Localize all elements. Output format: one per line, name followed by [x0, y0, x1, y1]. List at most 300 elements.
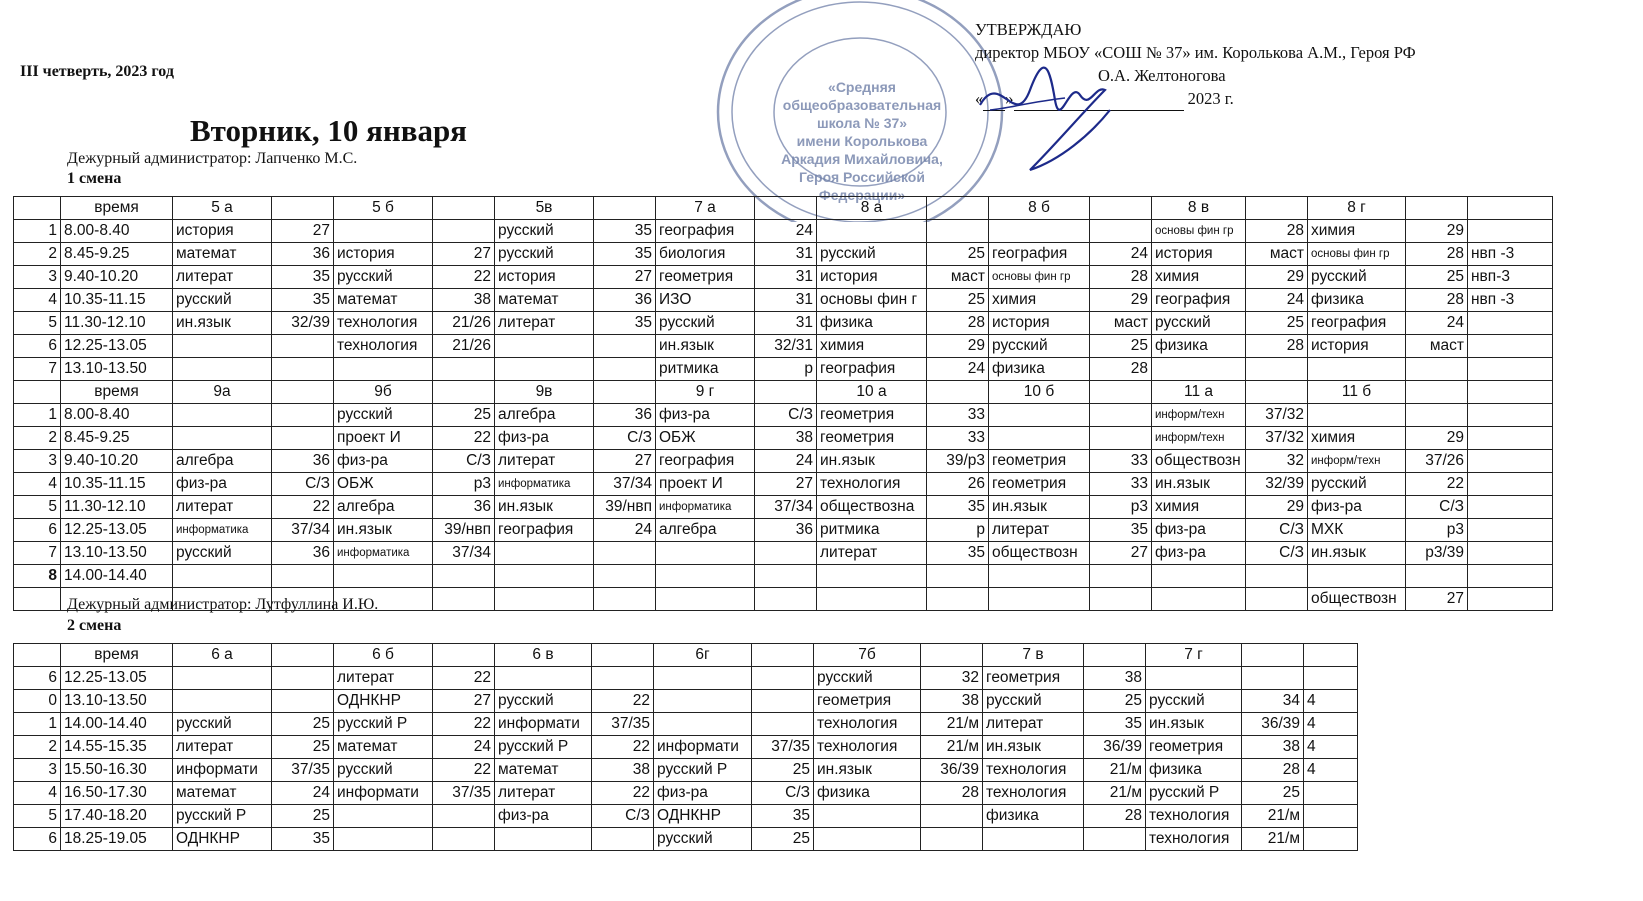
room-cell — [433, 828, 495, 851]
shift2-timetable — [13, 643, 1358, 851]
class-header: 8 б — [989, 197, 1090, 220]
subject-cell: география — [1152, 289, 1246, 312]
subject-cell — [1152, 588, 1246, 611]
subject-cell: технология — [1146, 828, 1242, 851]
room-cell: 35 — [594, 243, 656, 266]
subject-cell — [656, 588, 755, 611]
subject-cell: ин.язык — [656, 335, 755, 358]
room-cell: 22 — [592, 782, 654, 805]
room-cell: 28 — [1406, 289, 1468, 312]
subject-cell — [173, 335, 272, 358]
class-header: 5в — [495, 197, 594, 220]
subject-cell — [1468, 496, 1553, 519]
subject-cell: русский — [1308, 473, 1406, 496]
subject-cell: физ-ра — [334, 450, 433, 473]
subject-cell — [1308, 565, 1406, 588]
room-cell — [927, 220, 989, 243]
room-cell: С/З — [752, 782, 814, 805]
subject-cell: география — [817, 358, 927, 381]
lesson-row — [14, 542, 1553, 565]
room-cell — [594, 335, 656, 358]
subject-cell: физ-ра — [495, 427, 594, 450]
subject-cell: информати — [495, 713, 592, 736]
subject-cell: технология — [334, 335, 433, 358]
room-cell: 35 — [1090, 519, 1152, 542]
room-cell: 26 — [927, 473, 989, 496]
room-cell — [433, 358, 495, 381]
subject-cell: нвп -3 — [1468, 243, 1553, 266]
room-cell: 21/м — [1242, 828, 1304, 851]
room-cell: 22 — [433, 759, 495, 782]
room-cell: 27 — [433, 243, 495, 266]
stamp-line-3: школа № 37» — [816, 115, 908, 131]
lesson-time: 12.25-13.05 — [61, 667, 173, 690]
class-header: 5 б — [334, 197, 433, 220]
lesson-row — [14, 220, 1553, 243]
room-cell: 25 — [927, 243, 989, 266]
room-cell: 36 — [272, 450, 334, 473]
room-cell: р3 — [1406, 519, 1468, 542]
lesson-time: 12.25-13.05 — [61, 519, 173, 542]
room-cell: 37/35 — [272, 759, 334, 782]
subject-cell: химия — [1308, 220, 1406, 243]
class-header: 9б — [334, 381, 433, 404]
lesson-number: 2 — [14, 427, 61, 450]
subject-cell: русский — [817, 243, 927, 266]
lesson-row — [14, 404, 1553, 427]
room-cell: р — [927, 519, 989, 542]
class-header — [1084, 644, 1146, 667]
subject-cell — [495, 565, 594, 588]
lesson-time: 8.45-9.25 — [61, 427, 173, 450]
lesson-time: 16.50-17.30 — [61, 782, 173, 805]
room-cell: маст — [1406, 335, 1468, 358]
approval-position: директор МБОУ «СОШ № 37» им. Королькова А.М., Героя РФ — [975, 43, 1416, 62]
quarter-label: III четверть, 2023 год — [20, 63, 174, 80]
subject-cell: литерат — [334, 667, 433, 690]
class-header — [755, 197, 817, 220]
room-cell: 38 — [1242, 736, 1304, 759]
lesson-time: 8.00-8.40 — [61, 404, 173, 427]
subject-cell — [1308, 358, 1406, 381]
subject-cell: алгебра — [334, 496, 433, 519]
subject-cell: геометрия — [817, 427, 927, 450]
room-cell: 35 — [272, 828, 334, 851]
class-header — [14, 197, 61, 220]
class-header — [1090, 197, 1152, 220]
subject-cell: физика — [989, 358, 1090, 381]
subject-cell: физика — [983, 805, 1084, 828]
subject-cell: история — [495, 266, 594, 289]
subject-cell: русский — [334, 404, 433, 427]
subject-cell — [817, 220, 927, 243]
shift1-timetable — [13, 196, 1553, 611]
approval-date-open: « — [975, 89, 984, 108]
room-cell — [927, 565, 989, 588]
lesson-row — [14, 828, 1358, 851]
room-cell: 33 — [1090, 473, 1152, 496]
subject-cell: литерат — [817, 542, 927, 565]
subject-cell: технология — [983, 759, 1084, 782]
subject-cell: русский — [173, 289, 272, 312]
class-header — [14, 644, 61, 667]
subject-cell: информати — [173, 759, 272, 782]
subject-cell: ОДНКНР — [334, 690, 433, 713]
subject-cell: русский — [654, 828, 752, 851]
subject-cell: ОБЖ — [656, 427, 755, 450]
room-cell — [1246, 358, 1308, 381]
subject-cell: технология — [814, 713, 921, 736]
subject-cell: нвп-3 — [1468, 266, 1553, 289]
subject-cell: геометрия — [656, 266, 755, 289]
lesson-row — [14, 473, 1553, 496]
room-cell: 35 — [927, 542, 989, 565]
room-cell: 27 — [1090, 542, 1152, 565]
shift1-label: 1 смена — [67, 170, 122, 187]
room-cell — [272, 335, 334, 358]
lesson-time: 17.40-18.20 — [61, 805, 173, 828]
subject-cell: геометрия — [817, 404, 927, 427]
class-header — [1242, 644, 1304, 667]
subject-cell — [173, 427, 272, 450]
shift2-admin: Дежурный администратор: Лутфуллина И.Ю. — [67, 596, 379, 613]
room-cell: 22 — [272, 496, 334, 519]
subject-cell: химия — [989, 289, 1090, 312]
lesson-number: 7 — [14, 358, 61, 381]
lesson-row — [14, 427, 1553, 450]
subject-cell: информатика — [656, 496, 755, 519]
room-cell — [1090, 565, 1152, 588]
room-cell: С/З — [592, 805, 654, 828]
subject-cell: география — [656, 220, 755, 243]
class-header — [594, 381, 656, 404]
room-cell: 22 — [1406, 473, 1468, 496]
room-cell: 28 — [1242, 759, 1304, 782]
class-header: 7 г — [1146, 644, 1242, 667]
subject-cell — [495, 335, 594, 358]
lesson-row — [14, 667, 1358, 690]
room-cell — [272, 404, 334, 427]
subject-cell — [817, 588, 927, 611]
room-cell — [755, 588, 817, 611]
room-cell: 29 — [1246, 496, 1308, 519]
lesson-number: 1 — [14, 713, 61, 736]
room-cell: 37/35 — [752, 736, 814, 759]
room-cell — [1090, 427, 1152, 450]
lesson-row — [14, 358, 1553, 381]
room-cell — [272, 690, 334, 713]
subject-cell — [1468, 565, 1553, 588]
room-cell: 35 — [594, 312, 656, 335]
room-cell: р3 — [1090, 496, 1152, 519]
class-header: 8 а — [817, 197, 927, 220]
class-header: 8 в — [1152, 197, 1246, 220]
subject-cell — [1468, 335, 1553, 358]
subject-cell: информати — [334, 782, 433, 805]
class-header — [272, 644, 334, 667]
subject-cell — [173, 358, 272, 381]
subject-cell: ин.язык — [983, 736, 1084, 759]
time-header: время — [61, 197, 173, 220]
room-cell — [921, 828, 983, 851]
room-cell — [1246, 588, 1308, 611]
subject-cell — [814, 805, 921, 828]
room-cell — [1084, 828, 1146, 851]
subject-cell — [495, 667, 592, 690]
subject-cell: литерат — [495, 450, 594, 473]
room-cell: 25 — [1242, 782, 1304, 805]
subject-cell: информати — [654, 736, 752, 759]
room-cell: 37/35 — [433, 782, 495, 805]
class-header — [14, 381, 61, 404]
room-cell: С/З — [1246, 542, 1308, 565]
room-cell: 32/31 — [755, 335, 817, 358]
subject-cell — [989, 404, 1090, 427]
subject-cell: русский — [656, 312, 755, 335]
room-cell — [433, 805, 495, 828]
subject-cell: геометрия — [1146, 736, 1242, 759]
class-header: 9 г — [656, 381, 755, 404]
subject-cell — [1468, 588, 1553, 611]
subject-cell — [1468, 312, 1553, 335]
subject-cell: геометрия — [989, 450, 1090, 473]
subject-cell: математ — [495, 759, 592, 782]
class-header: 6 а — [173, 644, 272, 667]
subject-cell — [983, 828, 1084, 851]
subject-cell — [1468, 473, 1553, 496]
class-header: 10 б — [989, 381, 1090, 404]
subject-cell — [173, 667, 272, 690]
room-cell — [272, 358, 334, 381]
subject-cell: геометрия — [989, 473, 1090, 496]
room-cell: 27 — [594, 450, 656, 473]
subject-cell: МХК — [1308, 519, 1406, 542]
lesson-number: 0 — [14, 690, 61, 713]
subject-cell: история — [989, 312, 1090, 335]
subject-cell: русский — [1152, 312, 1246, 335]
lesson-time: 13.10-13.50 — [61, 690, 173, 713]
subject-cell — [654, 690, 752, 713]
approval-date-year: 2023 г. — [1187, 89, 1234, 108]
class-header: 10 а — [817, 381, 927, 404]
subject-cell: 4 — [1304, 736, 1358, 759]
room-cell — [272, 565, 334, 588]
shift2-label: 2 смена — [67, 617, 122, 634]
subject-cell — [656, 542, 755, 565]
room-cell: 36 — [594, 289, 656, 312]
subject-cell — [1468, 427, 1553, 450]
subject-cell: ин.язык — [173, 312, 272, 335]
subject-cell: информ/техн — [1152, 404, 1246, 427]
room-cell: 24 — [594, 519, 656, 542]
subject-cell: русский — [334, 266, 433, 289]
room-cell: маст — [1090, 312, 1152, 335]
room-cell: 21/м — [1242, 805, 1304, 828]
subject-cell: ин.язык — [814, 759, 921, 782]
room-cell: 32 — [921, 667, 983, 690]
room-cell: 25 — [272, 805, 334, 828]
subject-cell: русский — [1308, 266, 1406, 289]
room-cell: 27 — [272, 220, 334, 243]
room-cell: 21/26 — [433, 335, 495, 358]
room-cell: 33 — [927, 427, 989, 450]
lesson-time: 8.00-8.40 — [61, 220, 173, 243]
subject-cell: математ — [495, 289, 594, 312]
lesson-number: 8 — [14, 565, 61, 588]
room-cell: 22 — [433, 266, 495, 289]
lesson-number: 3 — [14, 759, 61, 782]
lesson-time: 14.00-14.40 — [61, 565, 173, 588]
time-header: время — [61, 644, 173, 667]
subject-cell — [1468, 358, 1553, 381]
class-header: 7 а — [656, 197, 755, 220]
subject-cell — [1146, 667, 1242, 690]
room-cell — [752, 713, 814, 736]
room-cell: 34 — [1242, 690, 1304, 713]
subject-cell — [989, 220, 1090, 243]
subject-cell: русский Р — [1146, 782, 1242, 805]
subject-cell — [334, 828, 433, 851]
room-cell: 25 — [752, 759, 814, 782]
subject-cell: история — [334, 243, 433, 266]
subject-cell — [495, 588, 594, 611]
room-cell: 24 — [272, 782, 334, 805]
room-cell: 29 — [1090, 289, 1152, 312]
subject-cell: обществозн — [989, 542, 1090, 565]
subject-cell: ин.язык — [989, 496, 1090, 519]
class-header: 6 б — [334, 644, 433, 667]
subject-cell: информатика — [334, 542, 433, 565]
subject-cell: 4 — [1304, 759, 1358, 782]
room-cell: 33 — [927, 404, 989, 427]
room-cell: С/З — [433, 450, 495, 473]
room-cell: 38 — [433, 289, 495, 312]
room-cell: 37/32 — [1246, 404, 1308, 427]
lesson-number — [14, 588, 61, 611]
stamp-line-2: общеобразовательная — [782, 97, 942, 113]
subject-cell: обществозн — [1152, 450, 1246, 473]
subject-cell: физика — [814, 782, 921, 805]
lesson-number: 4 — [14, 473, 61, 496]
lesson-time: 14.55-15.35 — [61, 736, 173, 759]
lesson-time: 8.45-9.25 — [61, 243, 173, 266]
stamp-line-6: Героя Российской — [799, 169, 925, 185]
room-cell: 25 — [1090, 335, 1152, 358]
subject-cell — [989, 565, 1090, 588]
subject-cell: география — [1308, 312, 1406, 335]
subject-cell: ин.язык — [1146, 713, 1242, 736]
class-header — [272, 381, 334, 404]
subject-cell — [817, 565, 927, 588]
subject-cell: литерат — [173, 496, 272, 519]
subject-cell: русский — [989, 335, 1090, 358]
subject-cell: русский Р — [334, 713, 433, 736]
class-header — [1406, 381, 1468, 404]
lesson-row — [14, 496, 1553, 519]
room-cell: 24 — [433, 736, 495, 759]
subject-cell: физ-ра — [656, 404, 755, 427]
room-cell — [272, 427, 334, 450]
lesson-time: 15.50-16.30 — [61, 759, 173, 782]
subject-cell: ин.язык — [495, 496, 594, 519]
room-cell: 39/нвп — [594, 496, 656, 519]
room-cell — [594, 358, 656, 381]
lesson-time: 11.30-12.10 — [61, 312, 173, 335]
room-cell — [433, 588, 495, 611]
room-cell — [272, 667, 334, 690]
subject-cell: русский — [495, 220, 594, 243]
class-header: 11 б — [1308, 381, 1406, 404]
lesson-number: 5 — [14, 312, 61, 335]
lesson-time: 10.35-11.15 — [61, 289, 173, 312]
subject-cell: технология — [814, 736, 921, 759]
room-cell: 31 — [755, 266, 817, 289]
subject-cell: биология — [656, 243, 755, 266]
subject-cell: русский Р — [654, 759, 752, 782]
class-header: 9в — [495, 381, 594, 404]
subject-cell: основы фин гр — [1152, 220, 1246, 243]
subject-cell — [1304, 667, 1358, 690]
class-header — [592, 644, 654, 667]
lesson-number: 1 — [14, 404, 61, 427]
room-cell: 35 — [272, 266, 334, 289]
subject-cell — [495, 358, 594, 381]
room-cell: р — [755, 358, 817, 381]
subject-cell: математ — [334, 736, 433, 759]
subject-cell — [1468, 404, 1553, 427]
subject-cell: русский — [1146, 690, 1242, 713]
room-cell: 29 — [1406, 220, 1468, 243]
room-cell: 21/м — [921, 713, 983, 736]
room-cell — [1406, 404, 1468, 427]
subject-cell: ритмика — [656, 358, 755, 381]
lesson-number: 3 — [14, 450, 61, 473]
lesson-number: 7 — [14, 542, 61, 565]
lesson-row — [14, 782, 1358, 805]
lesson-number: 5 — [14, 805, 61, 828]
subject-cell: технология — [334, 312, 433, 335]
room-cell — [1406, 565, 1468, 588]
room-cell: 37/34 — [272, 519, 334, 542]
class-header — [594, 197, 656, 220]
room-cell: 29 — [927, 335, 989, 358]
subject-cell — [173, 404, 272, 427]
room-cell — [433, 565, 495, 588]
subject-cell — [1468, 519, 1553, 542]
lesson-time: 18.25-19.05 — [61, 828, 173, 851]
subject-cell: история — [1152, 243, 1246, 266]
subject-cell: литерат — [495, 782, 592, 805]
room-cell: 24 — [1090, 243, 1152, 266]
room-cell: 36 — [755, 519, 817, 542]
room-cell: 25 — [927, 289, 989, 312]
subject-cell — [1304, 805, 1358, 828]
room-cell — [752, 667, 814, 690]
subject-cell: литерат — [989, 519, 1090, 542]
lesson-number: 6 — [14, 667, 61, 690]
approval-title: УТВЕРЖДАЮ — [975, 20, 1082, 39]
signature-icon — [970, 50, 1130, 190]
subject-cell — [334, 805, 433, 828]
subject-cell — [334, 565, 433, 588]
room-cell: 35 — [752, 805, 814, 828]
subject-cell: физ-ра — [1152, 542, 1246, 565]
class-header: 7б — [814, 644, 921, 667]
subject-cell: математ — [173, 243, 272, 266]
subject-cell: русский — [983, 690, 1084, 713]
lesson-number: 2 — [14, 736, 61, 759]
lesson-row — [14, 713, 1358, 736]
